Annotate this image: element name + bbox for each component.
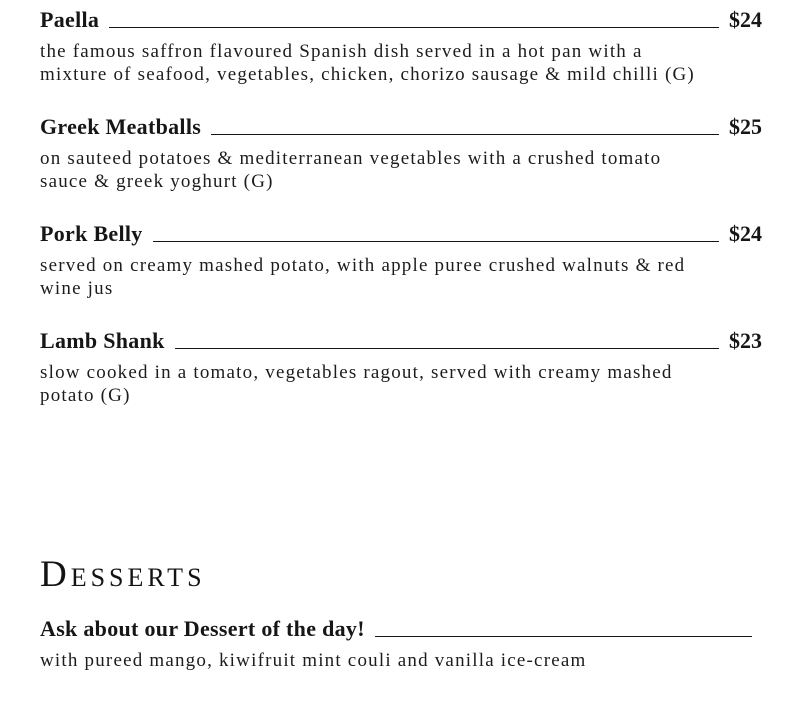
menu-item-price: $24	[729, 221, 762, 246]
leader-line	[211, 134, 719, 135]
menu-item-description-line: slow cooked in a tomato, vegetables ragout, served with creamy mashed	[40, 362, 673, 383]
desserts-section	[40, 615, 762, 672]
menu-item-price: $23	[729, 328, 762, 353]
menu-item-description-line: mixture of seafood, vegetables, chicken, chorizo sausage & mild chilli (G)	[40, 64, 695, 85]
menu-item-name: Lamb Shank	[40, 328, 165, 353]
menu-item-name: Ask about our Dessert of the day!	[40, 616, 365, 641]
leader-line	[109, 27, 719, 28]
menu-item-description-line: sauce & greek yoghurt (G)	[40, 171, 274, 192]
menu-item-description	[40, 361, 762, 407]
leader-line	[153, 241, 719, 242]
menu-item-title-row	[40, 327, 762, 354]
menu-item	[40, 615, 762, 672]
menu-item	[40, 113, 762, 193]
menu-item-description	[40, 147, 762, 193]
menu-item	[40, 327, 762, 407]
menu-item-title-row	[40, 220, 762, 247]
desserts-heading: Desserts	[40, 554, 206, 595]
menu-item-name: Paella	[40, 7, 100, 32]
mains-section	[40, 6, 762, 407]
menu-item-description-line: the famous saffron flavoured Spanish dish served in a hot pan with a	[40, 41, 643, 62]
menu-item	[40, 6, 762, 86]
menu-item-title-row	[40, 113, 762, 140]
menu-item-description	[40, 254, 762, 300]
menu-item-price: $25	[729, 114, 762, 139]
leader-line	[175, 348, 719, 349]
menu-item-description	[40, 40, 762, 86]
menu-item-description	[40, 649, 762, 672]
menu-item-price: $24	[729, 7, 762, 32]
menu-item-description-line: wine jus	[40, 278, 114, 299]
menu-item-title-row	[40, 6, 762, 33]
menu-item	[40, 220, 762, 300]
menu-item-description-line: potato (G)	[40, 385, 131, 406]
leader-line	[375, 636, 752, 637]
menu-item-description-line: with pureed mango, kiwifruit mint couli and vanilla ice-cream	[40, 650, 587, 671]
menu-item-name: Pork Belly	[40, 221, 143, 246]
menu-item-title-row	[40, 615, 762, 642]
menu-item-description-line: on sauteed potatoes & mediterranean vegetables with a crushed tomato	[40, 148, 662, 169]
menu-item-name: Greek Meatballs	[40, 114, 202, 139]
menu-item-description-line: served on creamy mashed potato, with apple puree crushed walnuts & red	[40, 255, 686, 276]
